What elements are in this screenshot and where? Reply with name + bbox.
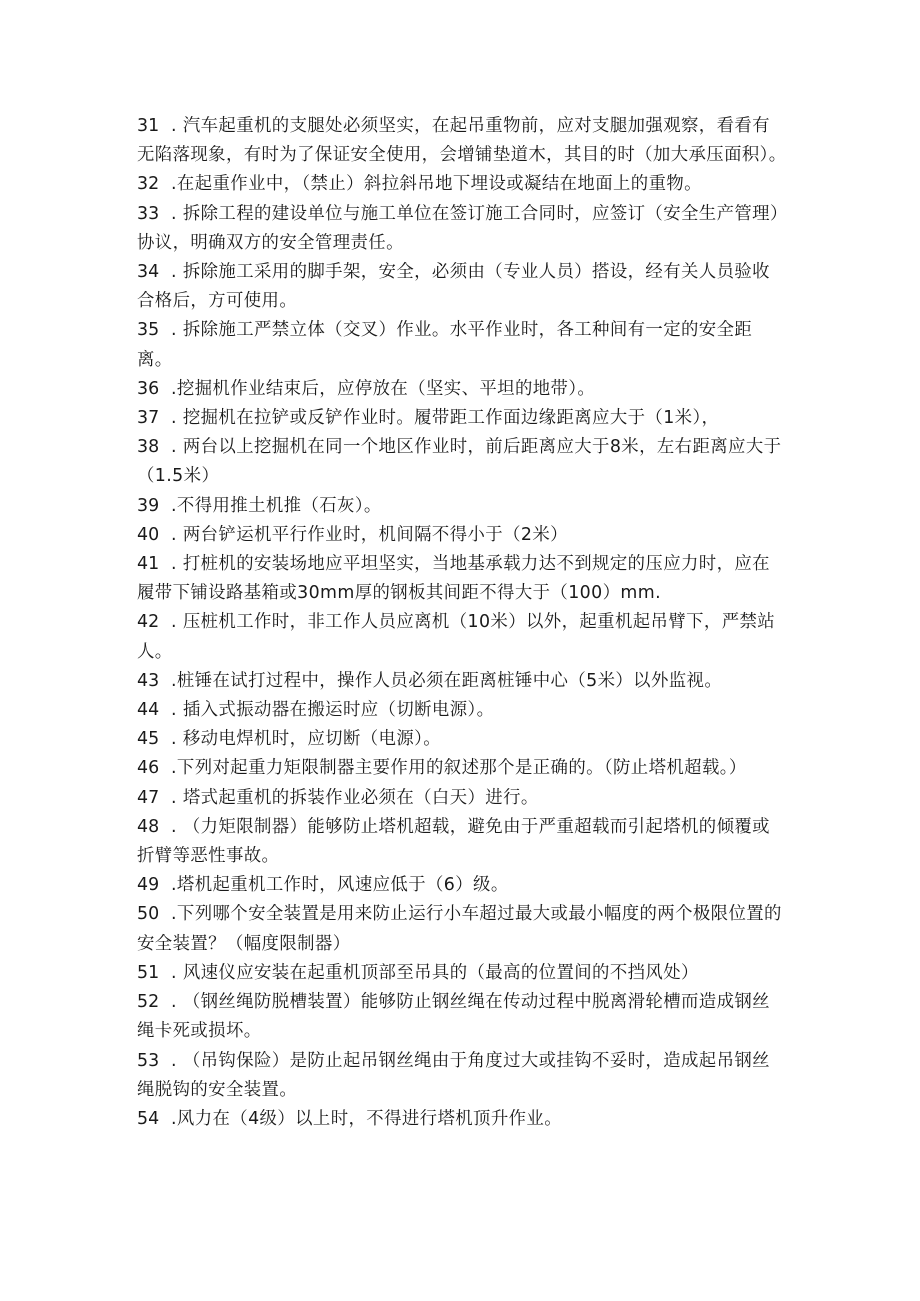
item-text: . 插入式振动器在搬运时应（切断电源）。 bbox=[171, 700, 495, 721]
item-text: . 打桩机的安装场地应平坦坚实，当地基承载力达不到规定的压应力时，应在履带下铺设路基箱或30mm厚的钢板其间距不得大于（100）mm. bbox=[137, 554, 770, 604]
item-number: 34 bbox=[137, 262, 160, 283]
item-number: 47 bbox=[137, 787, 160, 808]
item-text: . （钢丝绳防脱槽装置）能够防止钢丝绳在传动过程中脱离滑轮槽而造成钢丝绳卡死或损坏。 bbox=[137, 992, 770, 1042]
list-item bbox=[137, 258, 787, 316]
list-item bbox=[137, 550, 787, 608]
list-item bbox=[137, 433, 787, 491]
item-text: .塔机起重机工作时，风速应低于（6）级。 bbox=[171, 875, 509, 896]
item-text: . 塔式起重机的拆装作业必须在（白天）进行。 bbox=[171, 787, 539, 808]
item-number: 31 bbox=[137, 116, 160, 136]
list-item bbox=[137, 316, 787, 374]
list-item bbox=[137, 725, 787, 754]
item-text: . 两台以上挖掘机在同一个地区作业时，前后距离应大于8米，左右距离应大于（1.5米） bbox=[137, 437, 782, 487]
list-item bbox=[137, 871, 787, 900]
item-number: 49 bbox=[137, 875, 160, 896]
item-number: 54 bbox=[137, 1108, 160, 1129]
item-number: 48 bbox=[137, 816, 160, 837]
question-list bbox=[137, 112, 787, 1134]
list-item bbox=[137, 813, 787, 871]
list-item bbox=[137, 696, 787, 725]
list-item bbox=[137, 608, 787, 666]
item-text: . 风速仪应安装在起重机顶部至吊具的（最高的位置间的不挡风处） bbox=[171, 962, 699, 983]
item-text: . 拆除施工采用的脚手架，安全，必须由（专业人员）搭设，经有关人员验收合格后，方可使用。 bbox=[137, 262, 770, 312]
list-item bbox=[137, 200, 787, 258]
item-number: 36 bbox=[137, 378, 160, 399]
item-text: . 拆除施工严禁立体（交叉）作业。水平作业时，各工种间有一定的安全距离。 bbox=[137, 320, 753, 370]
item-number: 41 bbox=[137, 554, 160, 575]
item-number: 51 bbox=[137, 962, 160, 983]
item-number: 33 bbox=[137, 203, 160, 224]
list-item bbox=[137, 754, 787, 783]
item-text: . 移动电焊机时，应切断（电源）。 bbox=[171, 729, 442, 750]
item-text: . （吊钩保险）是防止起吊钢丝绳由于角度过大或挂钩不妥时，造成起吊钢丝绳脱钩的安全装置。 bbox=[137, 1050, 770, 1100]
item-number: 40 bbox=[137, 524, 160, 545]
item-number: 50 bbox=[137, 904, 160, 925]
item-text: .挖掘机作业结束后，应停放在（坚实、平坦的地带）。 bbox=[171, 378, 596, 399]
item-text: .不得用推土机推（石灰）。 bbox=[171, 495, 382, 516]
item-text: . 压桩机工作时，非工作人员应离机（10米）以外，起重机起吊臂下，严禁站人。 bbox=[137, 612, 776, 662]
list-item bbox=[137, 900, 787, 958]
item-number: 45 bbox=[137, 729, 160, 750]
list-item bbox=[137, 404, 787, 433]
item-number: 52 bbox=[137, 992, 160, 1013]
item-text: .下列哪个安全装置是用来防止运行小车超过最大或最小幅度的两个极限位置的安全装置？（幅度限制器） bbox=[137, 904, 782, 954]
item-number: 42 bbox=[137, 612, 160, 633]
item-number: 43 bbox=[137, 670, 160, 691]
list-item bbox=[137, 112, 787, 170]
item-number: 44 bbox=[137, 700, 160, 721]
item-text: . 挖掘机在拉铲或反铲作业时。履带距工作面边缘距离应大于（1米）， bbox=[171, 408, 720, 429]
item-text: .在起重作业中，（禁止）斜拉斜吊地下埋设或凝结在地面上的重物。 bbox=[171, 174, 702, 195]
item-text: . 两台铲运机平行作业时，机间隔不得小于（2米） bbox=[171, 524, 568, 545]
list-item bbox=[137, 521, 787, 550]
item-text: .桩锤在试打过程中，操作人员必须在距离桩锤中心（5米）以外监视。 bbox=[171, 670, 723, 691]
item-text: . 汽车起重机的支腿处必须坚实，在起吊重物前，应对支腿加强观察，看看有无陷落现象，有时为了保证安全使用，会增铺垫道木，其目的时（加大承压面积）。 bbox=[137, 116, 787, 166]
item-number: 37 bbox=[137, 408, 160, 429]
list-item bbox=[137, 1047, 787, 1105]
item-text: . 拆除工程的建设单位与施工单位在签订施工合同时，应签订（安全生产管理）协议，明确双方的安全管理责任。 bbox=[137, 203, 780, 253]
list-item bbox=[137, 667, 787, 696]
item-text: .下列对起重力矩限制器主要作用的叙述那个是正确的。（防止塔机超载。） bbox=[171, 758, 747, 779]
item-number: 53 bbox=[137, 1050, 160, 1071]
list-item bbox=[137, 959, 787, 988]
list-item bbox=[137, 170, 787, 199]
item-number: 32 bbox=[137, 174, 160, 195]
item-number: 46 bbox=[137, 758, 160, 779]
list-item bbox=[137, 988, 787, 1046]
item-number: 38 bbox=[137, 437, 160, 458]
item-number: 35 bbox=[137, 320, 160, 341]
item-text: .风力在（4级）以上时，不得进行塔机顶升作业。 bbox=[171, 1108, 562, 1129]
list-item bbox=[137, 492, 787, 521]
item-number: 39 bbox=[137, 495, 160, 516]
item-text: . （力矩限制器）能够防止塔机超载，避免由于严重超载而引起塔机的倾覆或折臂等恶性事故。 bbox=[137, 816, 770, 867]
list-item bbox=[137, 375, 787, 404]
list-item bbox=[137, 784, 787, 813]
list-item bbox=[137, 1105, 787, 1134]
